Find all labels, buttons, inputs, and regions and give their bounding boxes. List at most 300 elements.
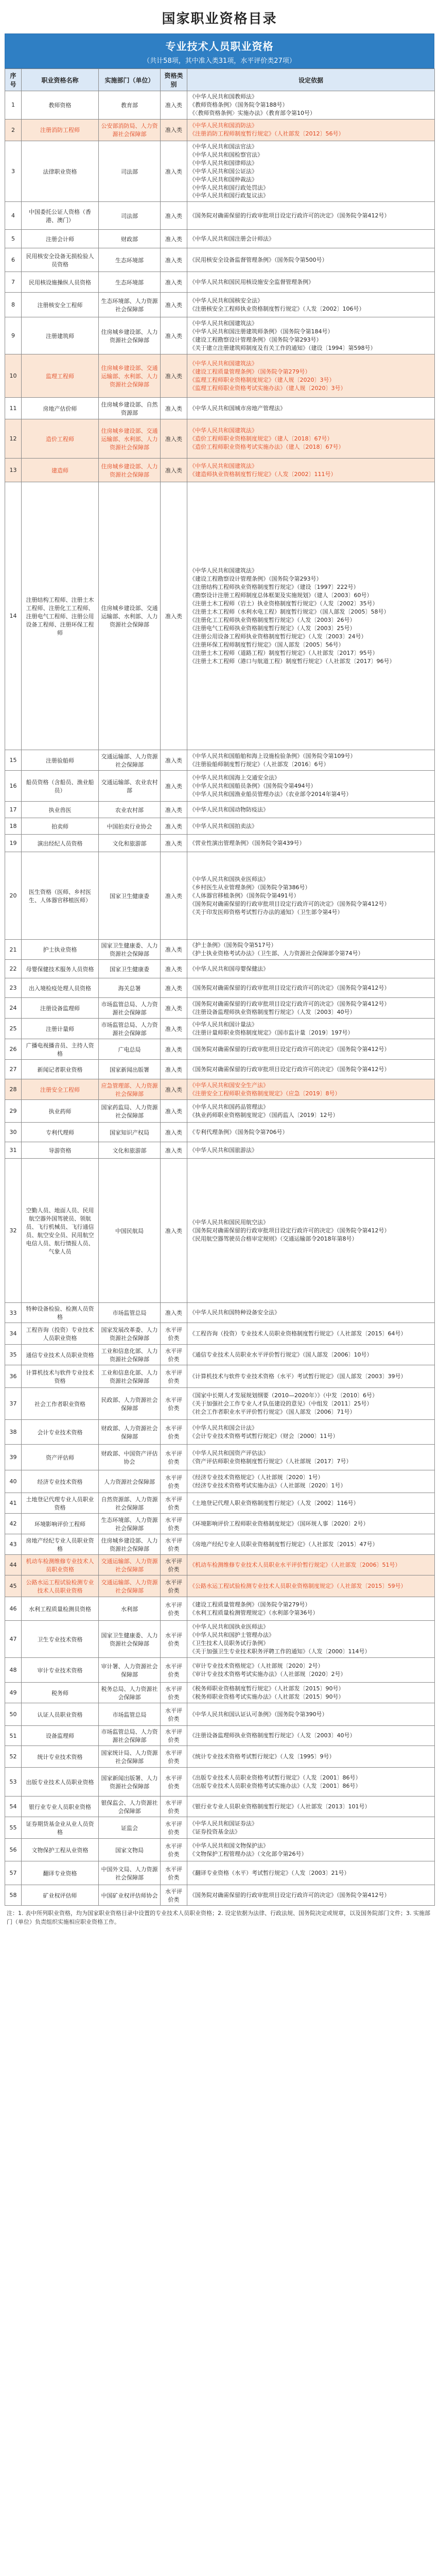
qualification-type: 水平评价类 [161,1388,187,1420]
basis-line: 《计算机技术与软件专业技术资格（水平）考试暂行规定》（国人部发〔2003〕39号） [189,1372,407,1380]
qualification-type: 准入类 [161,835,187,852]
basis-line: 《中华人民共和国法官法》 [189,143,257,150]
basis-line: 《执业药师职业资格制度规定》（国药监人〔2019〕12号） [189,1111,339,1118]
basis-line: 《注册土木工程师（港口与航道工程）制度暂行规定》（人社部发〔2017〕96号） [189,657,395,665]
qualification-type: 水平评价类 [161,1797,187,1817]
row-number: 57 [5,1861,22,1885]
qualification-type: 水平评价类 [161,1365,187,1388]
qualification-name: 统计专业技术资格 [22,1746,99,1768]
qualification-name: 监理工程师 [22,354,99,398]
qualification-type: 水平评价类 [161,1885,187,1906]
basis-cell [187,1420,435,1445]
table-row [5,293,435,317]
basis-line: 《中华人民共和国安全生产法》 [189,1081,269,1089]
qualification-type: 准入类 [161,1019,187,1039]
basis-line: 《注册化工工程师执业资格制度暂行规定》（人发〔2003〕26号） [189,616,356,623]
implementing-dept: 住房城乡建设部、交通运输部、水利部、人力资源社会保障部 [99,354,161,398]
basis-cell [187,1303,435,1323]
row-number: 18 [5,818,22,835]
qualification-type: 准入类 [161,960,187,978]
table-row [5,1019,435,1039]
basis-line: 《中华人民共和国认证认可条例》（国务院令第390号） [189,1710,328,1718]
implementing-dept: 住房城乡建设部、人力资源社会保障部 [99,317,161,354]
qualification-name: 法律职业资格 [22,141,99,202]
qualification-name: 公路水运工程试验检测专业技术人员职业资格 [22,1575,99,1597]
qualification-name: 出版专业技术人员职业资格 [22,1768,99,1797]
qualification-name: 医生资格（医师、乡村医生、人体器官移植医师） [22,852,99,940]
qualification-name: 经济专业技术资格 [22,1470,99,1493]
basis-line: 《民用核安全设备监督管理条例》（国务院令第500号） [189,256,328,263]
basis-line: 《统计专业技术资格考试暂行规定》（人发〔1995〕9号） [189,1753,335,1760]
basis-cell [187,1019,435,1039]
basis-line: 《中华人民共和国建筑法》 [189,360,257,367]
implementing-dept: 审计署、人力资源社会保障部 [99,1658,161,1683]
basis-line: 《中华人民共和国执业医师法》 [189,1623,269,1630]
implementing-dept: 交通运输部、人力资源社会保障部 [99,750,161,771]
qualification-type: 准入类 [161,91,187,120]
basis-line: 《建设工程质量管理条例》（国务院令第279号） [189,1601,311,1608]
basis-line: 《会计专业技术资格考试暂行规定》（财会〔2000〕11号） [189,1432,339,1439]
basis-cell [187,1159,435,1303]
basis-cell [187,1658,435,1683]
row-number: 2 [5,119,22,141]
basis-cell [187,1797,435,1817]
qualification-name: 出入境检疫处理人员资格 [22,978,99,998]
qualification-type: 准入类 [161,1060,187,1079]
implementing-dept: 民政部、人力资源社会保障部 [99,1388,161,1420]
basis-line: 《国务院对确需保留的行政审批项目设定行政许可的决定》（国务院令第412号） [189,1891,390,1899]
basis-cell [187,1470,435,1493]
table-row [5,1839,435,1861]
basis-line: 《建造师执业资格制度暂行规定》（人发〔2002〕111号） [189,470,337,478]
qualification-type: 水平评价类 [161,1445,187,1470]
implementing-dept: 住房城乡建设部、自然资源部 [99,398,161,419]
implementing-dept: 司法部 [99,141,161,202]
qualification-type: 准入类 [161,998,187,1019]
row-number: 16 [5,771,22,802]
basis-line: 《税务师职业资格制度暂行规定》（人社部发〔2015〕90号） [189,1685,344,1692]
row-number: 8 [5,293,22,317]
qualification-name: 教师资格 [22,91,99,120]
qualification-type: 水平评价类 [161,1345,187,1365]
basis-cell [187,1575,435,1597]
implementing-dept: 财政部 [99,230,161,248]
qualification-name: 空勤人员、地面人员、民用航空器外国驾驶员、领航员、飞行机械员、飞行通信员、航空安全员、民用航空电信人员、航行情报人员、气象人员 [22,1159,99,1303]
table-row [5,1142,435,1159]
basis-cell [187,852,435,940]
basis-line: 《中华人民共和国文物保护法》 [189,1842,269,1849]
implementing-dept: 文化和旅游部 [99,1142,161,1159]
implementing-dept: 生态环境部 [99,248,161,272]
basis-line: 《造价工程师职业资格制度规定》（建人〔2018〕67号） [189,435,333,442]
qualification-name: 房地产估价师 [22,398,99,419]
basis-line: 《水利工程质量检测管理规定》（水利部令第36号） [189,1609,319,1616]
table-row [5,119,435,141]
implementing-dept: 交通运输部、人力资源社会保障部 [99,1575,161,1597]
basis-line: 《中华人民共和国律师法》 [189,159,257,166]
table-row [5,1123,435,1142]
basis-cell [187,1746,435,1768]
qualification-type: 准入类 [161,141,187,202]
basis-line: 《中华人民共和国渔业船员管理办法》（农业部令2014年第4号） [189,790,352,798]
qualification-name: 社会工作者职业资格 [22,1388,99,1420]
implementing-dept: 工业和信息化部、人力资源社会保障部 [99,1365,161,1388]
table-row [5,1621,435,1658]
row-number: 23 [5,978,22,998]
table-row [5,750,435,771]
basis-cell [187,230,435,248]
qualification-name: 土地登记代理专业人员职业资格 [22,1493,99,1514]
row-number: 39 [5,1445,22,1470]
implementing-dept: 住房城乡建设部、交通运输部、水利部、人力资源社会保障部 [99,482,161,750]
basis-line: 《注册土木工程师（岩土）执业资格制度暂行规定》（人发〔2002〕35号） [189,600,378,607]
basis-line: 《国务院对确需保留的行政审批项目设定行政许可的决定》（国务院令第412号） [189,1000,390,1007]
row-number: 53 [5,1768,22,1797]
basis-line: 《中华人民共和国建筑法》 [189,462,257,469]
table-header-row [5,69,435,91]
qualification-name: 认证人员职业资格 [22,1703,99,1726]
document-title: 国家职业资格目录 [162,11,277,27]
qualification-name: 注册会计师 [22,230,99,248]
row-number: 19 [5,835,22,852]
table-row [5,1817,435,1839]
table-row [5,940,435,960]
row-number: 10 [5,354,22,398]
qualification-name: 注册消防工程师 [22,119,99,141]
basis-cell [187,1142,435,1159]
row-number: 41 [5,1493,22,1514]
basis-line: 《中华人民共和国行政复议法》 [189,192,269,199]
table-row [5,1683,435,1703]
table-row [5,1597,435,1621]
row-number: 43 [5,1534,22,1555]
table-row [5,1575,435,1597]
basis-cell [187,202,435,230]
table-row [5,1658,435,1683]
qualification-type: 水平评价类 [161,1470,187,1493]
basis-line: 《护士条例》（国务院令第517号） [189,942,277,949]
basis-cell [187,1534,435,1555]
qualification-type: 准入类 [161,230,187,248]
basis-cell [187,1768,435,1797]
qualification-name: 民用核安全设备无损检验人员资格 [22,248,99,272]
basis-line: 《营业性演出管理条例》（国务院令第439号） [189,839,305,846]
table-row [5,1768,435,1797]
header-name: 职业资格名称 [22,69,99,91]
row-number: 50 [5,1703,22,1726]
implementing-dept: 中国外文局、人力资源社会保障部 [99,1861,161,1885]
basis-line: 《资产评估师职业资格制度暂行规定》（人社部规〔2017〕7号） [189,1458,352,1465]
row-number: 38 [5,1420,22,1445]
qualification-type: 准入类 [161,419,187,459]
row-number: 27 [5,1060,22,1079]
qualification-name: 专利代理师 [22,1123,99,1142]
qualification-type: 准入类 [161,771,187,802]
row-number: 32 [5,1159,22,1303]
row-number: 20 [5,852,22,940]
basis-cell [187,1683,435,1703]
implementing-dept: 市场监管总局 [99,1703,161,1726]
table-row [5,998,435,1019]
table-row [5,1493,435,1514]
basis-cell [187,1861,435,1885]
table-row [5,1100,435,1123]
basis-line: 《关于印发医师资格考试暂行办法的通知》（卫生部令第4号） [189,908,343,916]
basis-cell [187,978,435,998]
basis-cell [187,482,435,750]
implementing-dept: 市场监管总局、人力资源社会保障部 [99,998,161,1019]
row-number: 44 [5,1555,22,1575]
basis-cell [187,1703,435,1726]
qualification-type: 准入类 [161,272,187,293]
basis-line: 《民用航空器驾驶员合格审定规则》（交通运输部令2018年第8号） [189,1235,358,1242]
basis-line: 《国务院对确需保留的行政审批项目设定行政许可的决定》（国务院令第412号） [189,1227,390,1234]
qualification-name: 机动车检测维修专业技术人员职业资格 [22,1555,99,1575]
basis-line: 《建设工程勘察设计管理条例》（国务院令第293号） [189,336,322,343]
table-row [5,1746,435,1768]
basis-cell [187,1817,435,1839]
section-title: 专业技术人员职业资格 [165,40,274,53]
table-row [5,1323,435,1345]
row-number: 49 [5,1683,22,1703]
implementing-dept: 市场监管总局、人力资源社会保障部 [99,1019,161,1039]
basis-cell [187,1621,435,1658]
basis-line: 《中华人民共和国建筑法》 [189,567,257,574]
qualification-type: 水平评价类 [161,1768,187,1797]
basis-cell [187,419,435,459]
qualification-type: 水平评价类 [161,1817,187,1839]
table-row [5,1514,435,1534]
row-number: 33 [5,1303,22,1323]
basis-line: 《注册核安全工程师执业资格制度暂行规定》（人发〔2002〕106号） [189,305,365,312]
qualification-type: 准入类 [161,1079,187,1100]
basis-line: 《中华人民共和国城市房地产管理法》 [189,404,286,412]
row-number: 48 [5,1658,22,1683]
row-number: 47 [5,1621,22,1658]
header-type: 资格类别 [161,69,187,91]
basis-line: 《文物保护工程管理办法》（文化部令第26号） [189,1850,307,1857]
basis-line: 《出版专业技术人员职业资格考试暂行规定》（人发〔2001〕86号） [189,1774,361,1781]
implementing-dept: 市场监管总局、人力资源社会保障部 [99,1726,161,1746]
table-row [5,1388,435,1420]
implementing-dept: 水利部 [99,1597,161,1621]
qualification-name: 房地产经纪专业人员职业资格 [22,1534,99,1555]
page-body [5,33,434,1935]
basis-cell [187,1100,435,1123]
basis-line: 《勘察设计注册工程师制度总体框架及实施规划》（建人〔2003〕60号） [189,592,373,599]
qualification-type: 准入类 [161,1303,187,1323]
basis-cell [187,1555,435,1575]
basis-line: 《监理工程师职业资格制度规定》（建人规〔2020〕3号） [189,376,335,383]
table-row [5,1885,435,1906]
row-number: 6 [5,248,22,272]
basis-cell [187,1345,435,1365]
row-number: 29 [5,1100,22,1123]
basis-cell [187,1445,435,1470]
qualification-name: 注册安全工程师 [22,1079,99,1100]
basis-line: 《关于加强卫生专业技术职务评聘工作的通知》（人发〔2000〕114号） [189,1648,371,1655]
basis-line: 《中华人民共和国教师法》 [189,93,257,100]
qualification-name: 母婴保健技术服务人员资格 [22,960,99,978]
qualification-type: 水平评价类 [161,1703,187,1726]
implementing-dept: 生态环境部、人力资源社会保障部 [99,293,161,317]
implementing-dept: 公安部消防局、人力资源社会保障部 [99,119,161,141]
implementing-dept: 国家卫生健康委、人力资源社会保障部 [99,1621,161,1658]
table-row [5,1303,435,1323]
implementing-dept: 住房城乡建设部、交通运输部、水利部、人力资源社会保障部 [99,419,161,459]
basis-line: 《注册结构工程师执业资格制度暂行规定》（建设〔1997〕222号） [189,584,359,591]
qualification-name: 执业药师 [22,1100,99,1123]
basis-line: 《通信专业技术人员职业水平评价暂行规定》（国人部发〔2006〕10号） [189,1351,373,1358]
table-row [5,1703,435,1726]
basis-cell [187,141,435,202]
basis-line: 《银行业专业人员职业资格制度暂行规定》（人社部发〔2013〕101号） [189,1803,371,1810]
row-number: 24 [5,998,22,1019]
qualification-name: 中国委托公证人资格（香港、澳门） [22,202,99,230]
qualification-type: 水平评价类 [161,1683,187,1703]
qualification-type: 水平评价类 [161,1726,187,1746]
qualification-type: 水平评价类 [161,1746,187,1768]
row-number: 28 [5,1079,22,1100]
basis-line: 《国务院对确需保留的行政审批项目设定行政许可的决定》（国务院令第412号） [189,212,390,219]
implementing-dept: 国家统计局、人力资源社会保障部 [99,1746,161,1768]
row-number: 4 [5,202,22,230]
row-number: 5 [5,230,22,248]
table-row [5,141,435,202]
table-row [5,202,435,230]
basis-line: 《注册环保工程师制度暂行规定》（国人部发〔2005〕56号） [189,641,344,648]
basis-line: 《注册消防工程师制度暂行规定》（人社部发〔2012〕56号） [189,130,344,138]
row-number: 34 [5,1323,22,1345]
table-row [5,818,435,835]
basis-line: 《出版专业技术人员职业资格考试实施办法》（人发〔2001〕86号） [189,1782,361,1789]
qualification-table [5,69,435,1906]
basis-line: 《中华人民共和国会计法》 [189,1424,257,1431]
basis-line: 《中华人民共和国民用核设施安全监督管理条例》 [189,278,314,285]
table-row [5,960,435,978]
qualification-type: 水平评价类 [161,1323,187,1345]
basis-line: 《社会工作者职业水平评价暂行规定》（国人部发〔2006〕71号） [189,1408,356,1415]
qualification-name: 执业兽医 [22,802,99,818]
table-row [5,1797,435,1817]
qualification-type: 水平评价类 [161,1534,187,1555]
basis-line: 《中华人民共和国拍卖法》 [189,822,257,829]
implementing-dept: 中国民航局 [99,1159,161,1303]
basis-line: 《关于建立注册建筑师制度及有关工作的通知》（建设〔1994〕第598号） [189,344,376,351]
qualification-type: 准入类 [161,818,187,835]
row-number: 37 [5,1388,22,1420]
basis-line: 《中华人民共和国建筑法》 [189,320,257,327]
basis-cell [187,1079,435,1100]
qualification-type: 水平评价类 [161,1420,187,1445]
section-banner [5,33,434,69]
implementing-dept: 银保监会、人力资源社会保障部 [99,1797,161,1817]
qualification-type: 水平评价类 [161,1493,187,1514]
table-row [5,419,435,459]
basis-line: 《建设工程质量管理条例》（国务院令第279号） [189,368,311,375]
basis-cell [187,1388,435,1420]
basis-line: 《税务师职业资格考试实施办法》（人社部发〔2015〕90号） [189,1693,344,1700]
qualification-type: 准入类 [161,459,187,482]
qualification-type: 准入类 [161,293,187,317]
row-number: 14 [5,482,22,750]
basis-line: 《中华人民共和国证券法》 [189,1820,257,1827]
qualification-type: 水平评价类 [161,1839,187,1861]
basis-line: 《中华人民共和国动物防疫法》 [189,806,269,813]
table-row [5,1470,435,1493]
basis-cell [187,398,435,419]
basis-cell [187,293,435,317]
basis-line: 《国务院对确需保留的行政审批项目设定行政许可的决定》（国务院令第412号） [189,1045,390,1053]
basis-line: 《中华人民共和国旅游法》 [189,1146,257,1154]
basis-line: 《中华人民共和国海上交通安全法》 [189,774,280,781]
qualification-name: 通信专业技术人员职业资格 [22,1345,99,1365]
row-number: 46 [5,1597,22,1621]
basis-cell [187,1039,435,1060]
qualification-name: 造价工程师 [22,419,99,459]
qualification-type: 准入类 [161,750,187,771]
row-number: 36 [5,1365,22,1388]
basis-line: 《注册计量师职业资格制度规定》（国市监计量〔2019〕197号） [189,1029,354,1036]
basis-line: 《土地登记代理人职业资格制度暂行规定》（人发〔2002〕116号） [189,1499,359,1506]
basis-cell [187,248,435,272]
row-number: 35 [5,1345,22,1365]
basis-line: 《中华人民共和国船舶和海上设施检验条例》（国务院令第109号） [189,752,356,759]
qualification-name: 注册核安全工程师 [22,293,99,317]
header-dept: 实施部门（单位） [99,69,161,91]
basis-line: 《〈教师资格条例〉实施办法》（教育部令第10号） [189,109,315,116]
basis-line: 《国务院对确需保留的行政审批项目设定行政许可的决定》（国务院令第412号） [189,1065,390,1073]
section-subtitle: （共计58项，其中准入类31项，水平评价类27项） [143,57,296,65]
qualification-type: 准入类 [161,802,187,818]
row-number: 42 [5,1514,22,1534]
basis-line: 《国务院对确需保留的行政审批项目设定行政许可的决定》（国务院令第412号） [189,900,390,907]
qualification-type: 水平评价类 [161,1621,187,1658]
implementing-dept: 生态环境部 [99,272,161,293]
row-number: 9 [5,317,22,354]
implementing-dept: 税务总局、人力资源社会保障部 [99,1683,161,1703]
basis-line: 《中华人民共和国仲裁法》 [189,176,257,183]
qualification-type: 准入类 [161,398,187,419]
basis-line: 《专利代理条例》（国务院令第706号） [189,1128,288,1136]
implementing-dept: 国家药监局、人力资源社会保障部 [99,1100,161,1123]
basis-cell [187,1885,435,1906]
basis-line: 《注册验船师制度暂行规定》（人社部发〔2016〕6号） [189,760,329,768]
row-number: 40 [5,1470,22,1493]
row-number: 3 [5,141,22,202]
qualification-name: 注册建筑师 [22,317,99,354]
qualification-name: 矿业权评估师 [22,1885,99,1906]
row-number: 58 [5,1885,22,1906]
row-number: 1 [5,91,22,120]
basis-cell [187,1514,435,1534]
implementing-dept: 工业和信息化部、人力资源社会保障部 [99,1345,161,1365]
qualification-name: 演出经纪人员资格 [22,835,99,852]
qualification-type: 水平评价类 [161,1658,187,1683]
basis-cell [187,771,435,802]
qualification-type: 水平评价类 [161,1597,187,1621]
qualification-name: 文物保护工程从业资格 [22,1839,99,1861]
basis-cell [187,1060,435,1079]
table-row [5,398,435,419]
basis-line: 《房地产经纪专业人员职业资格制度暂行规定》（人社部发〔2015〕47号） [189,1540,378,1548]
basis-line: 《注册设备监理师执业资格制度暂行规定》（人发〔2003〕40号） [189,1732,356,1739]
row-number: 55 [5,1817,22,1839]
qualification-type: 准入类 [161,317,187,354]
table-row [5,317,435,354]
qualification-name: 水利工程质量检测员资格 [22,1597,99,1621]
qualification-name: 注册设备监理师 [22,998,99,1019]
